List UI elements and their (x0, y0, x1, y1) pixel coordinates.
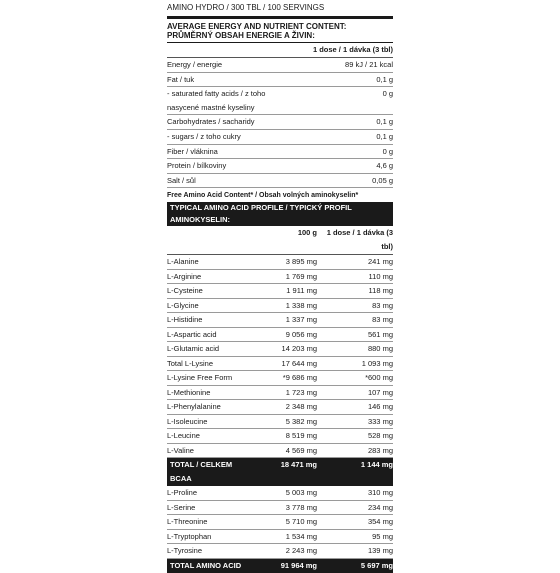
amino-acid-row (167, 342, 393, 357)
amino-acid-dose: 528 mg (367, 431, 393, 441)
dose-column-label: 1 dose / 1 dávka (3 tbl) (312, 45, 393, 54)
supplement-facts-panel (167, 0, 393, 573)
aa-column-header (167, 226, 393, 255)
amino-acid-row (167, 544, 393, 559)
amino-acid-row (167, 313, 393, 328)
amino-acid-100g: 5 382 mg (285, 416, 317, 426)
amino-acid-table (167, 255, 393, 458)
amino-acid-100g: 1 723 mg (285, 387, 317, 397)
amino-acid-name: L-Histidine (167, 315, 203, 325)
amino-acid-100g: *9 686 mg (282, 373, 317, 383)
amino-acid-name: L-Methionine (167, 387, 211, 397)
per-dose-column-label: 1 dose / 1 dávka (3 tbl) (326, 228, 393, 252)
nutrient-value: 0,1 g (376, 117, 393, 127)
amino-acid-dose: 110 mg (368, 271, 393, 281)
nutrition-row (167, 87, 393, 115)
amino-acid-name: L-Alanine (167, 257, 199, 267)
amino-acid-name: Total L-Lysine (167, 358, 213, 368)
amino-acid-100g: 1 338 mg (285, 300, 317, 310)
bcaa-total-row (167, 458, 393, 486)
amino-acid-row (167, 255, 393, 270)
amino-acid-100g: 14 203 mg (281, 344, 317, 354)
nutrient-label: Protein / bílkoviny (167, 161, 227, 171)
amino-acid-dose: 107 mg (367, 387, 393, 397)
amino-acid-dose: 139 mg (367, 546, 393, 556)
amino-acid-dose: 1 093 mg (361, 358, 393, 368)
amino-acid-100g: 17 644 mg (281, 358, 317, 368)
amino-acid-dose: 146 mg (367, 402, 393, 412)
nutrient-value: 0 g (382, 146, 393, 156)
amino-acid-name: L-Tyrosine (167, 546, 203, 556)
nutrition-heading-cz: PRŮMĚRNÝ OBSAH ENERGIE A ŽIVIN: (167, 31, 315, 40)
amino-acid-name: L-Lysine Free Form (167, 373, 233, 383)
amino-acid-dose: *600 mg (365, 373, 393, 383)
amino-acid-row (167, 501, 393, 516)
nutrient-value: 0,1 g (376, 131, 393, 141)
nutrition-heading-en: AVERAGE ENERGY AND NUTRIENT CONTENT: (167, 22, 347, 31)
amino-acid-name: L-Proline (167, 488, 198, 498)
amino-acid-row (167, 299, 393, 314)
amino-acid-100g: 1 337 mg (285, 315, 317, 325)
amino-acid-row (167, 429, 393, 444)
nutrient-label: - saturated fatty acids / z toho nasycené mastné kyseliny (167, 89, 266, 112)
amino-acid-total-label: TOTAL AMINO ACID (170, 560, 242, 570)
amino-acid-row (167, 400, 393, 415)
nutrient-label: Carbohydrates / sacharidy (167, 117, 255, 127)
per-100g-column-label: 100 g (297, 228, 317, 238)
nutrition-row (167, 115, 393, 130)
amino-acid-name: L-Phenylalanine (167, 402, 221, 412)
amino-acid-100g: 9 056 mg (285, 329, 317, 339)
nutrition-row (167, 145, 393, 160)
amino-acid-dose: 241 mg (367, 257, 393, 267)
amino-acid-row (167, 386, 393, 401)
amino-acid-row (167, 270, 393, 285)
nutrient-label: Fiber / vláknina (167, 146, 218, 156)
amino-acid-100g: 8 519 mg (285, 431, 317, 441)
nutrition-heading (167, 19, 393, 43)
amino-acid-name: L-Glutamic acid (167, 344, 220, 354)
amino-acid-dose: 561 mg (367, 329, 393, 339)
panel-subtitle: AMINO HYDRO / 300 TBL / 100 SERVINGS (167, 2, 393, 19)
nutrition-row (167, 58, 393, 73)
amino-acid-100g: 5 003 mg (285, 488, 317, 498)
amino-acid-total-dose: 5 697 mg (360, 560, 393, 570)
amino-acid-100g: 1 911 mg (286, 286, 317, 296)
nutrient-label: Salt / sůl (167, 175, 196, 185)
amino-acid-dose: 354 mg (367, 517, 393, 527)
amino-acid-name: L-Glycine (167, 300, 199, 310)
amino-acid-dose: 95 mg (372, 531, 393, 541)
amino-acid-name: L-Threonine (167, 517, 208, 527)
nutrition-row (167, 130, 393, 145)
amino-acid-100g: 1 534 mg (285, 531, 317, 541)
nutrition-row (167, 159, 393, 174)
amino-acid-name: L-Isoleucine (167, 416, 208, 426)
nutrient-label: - sugars / z toho cukry (167, 131, 241, 141)
amino-acid-name: L-Cysteine (167, 286, 203, 296)
amino-acid-total-row (167, 559, 393, 573)
nutrition-column-header (167, 43, 393, 58)
nutrition-row (167, 73, 393, 88)
amino-acid-100g: 4 569 mg (285, 445, 317, 455)
amino-acid-dose: 83 mg (372, 315, 393, 325)
nutrition-table (167, 58, 393, 188)
amino-acid-100g: 2 348 mg (285, 402, 317, 412)
nutrient-value: 89 kJ / 21 kcal (345, 60, 393, 69)
amino-acid-dose: 83 mg (372, 300, 393, 310)
bcaa-total-label: TOTAL / CELKEM BCAA (170, 460, 233, 484)
amino-acid-name: L-Tryptophan (167, 531, 212, 541)
amino-acid-row (167, 486, 393, 501)
amino-acid-100g: 2 243 mg (285, 546, 317, 556)
amino-acid-row (167, 371, 393, 386)
amino-acid-row (167, 530, 393, 545)
nutrition-row (167, 174, 393, 189)
amino-acid-dose: 880 mg (367, 344, 393, 354)
amino-acid-row (167, 444, 393, 459)
amino-acid-100g: 3 895 mg (285, 257, 317, 267)
amino-acid-name: L-Aspartic acid (167, 329, 217, 339)
bcaa-total-100g: 18 471 mg (280, 460, 317, 470)
amino-acid-dose: 118 mg (368, 286, 393, 296)
amino-acid-table-continued (167, 486, 393, 559)
nutrient-label: Energy / energie (167, 60, 223, 69)
amino-acid-dose: 310 mg (367, 488, 393, 498)
amino-acid-dose: 234 mg (367, 502, 393, 512)
free-aa-note: Free Amino Acid Content* / Obsah volných aminokyselin* (167, 192, 359, 200)
amino-acid-100g: 1 769 mg (285, 271, 317, 281)
amino-acid-row (167, 357, 393, 372)
bcaa-total-dose: 1 144 mg (360, 460, 393, 470)
amino-acid-name: L-Arginine (167, 271, 202, 281)
amino-acid-dose: 283 mg (367, 445, 393, 455)
amino-acid-total-100g: 91 964 mg (280, 560, 317, 570)
amino-acid-row (167, 415, 393, 430)
nutrient-label: Fat / tuk (167, 74, 195, 84)
amino-acid-row (167, 328, 393, 343)
amino-acid-100g: 3 778 mg (285, 502, 317, 512)
nutrient-value: 4,6 g (376, 161, 393, 171)
amino-acid-row (167, 284, 393, 299)
amino-acid-row (167, 515, 393, 530)
aa-profile-bar: TYPICAL AMINO ACID PROFILE / TYPICKÝ PROFIL AMINOKYSELIN: (167, 202, 393, 226)
nutrient-value: 0,1 g (376, 74, 393, 84)
nutrient-value: 0,05 g (372, 175, 393, 185)
nutrient-value: 0 g (382, 89, 393, 99)
amino-acid-dose: 333 mg (367, 416, 393, 426)
amino-acid-name: L-Serine (167, 502, 196, 512)
amino-acid-name: L-Leucine (167, 431, 200, 441)
amino-acid-name: L-Valine (167, 445, 194, 455)
amino-acid-100g: 5 710 mg (285, 517, 317, 527)
